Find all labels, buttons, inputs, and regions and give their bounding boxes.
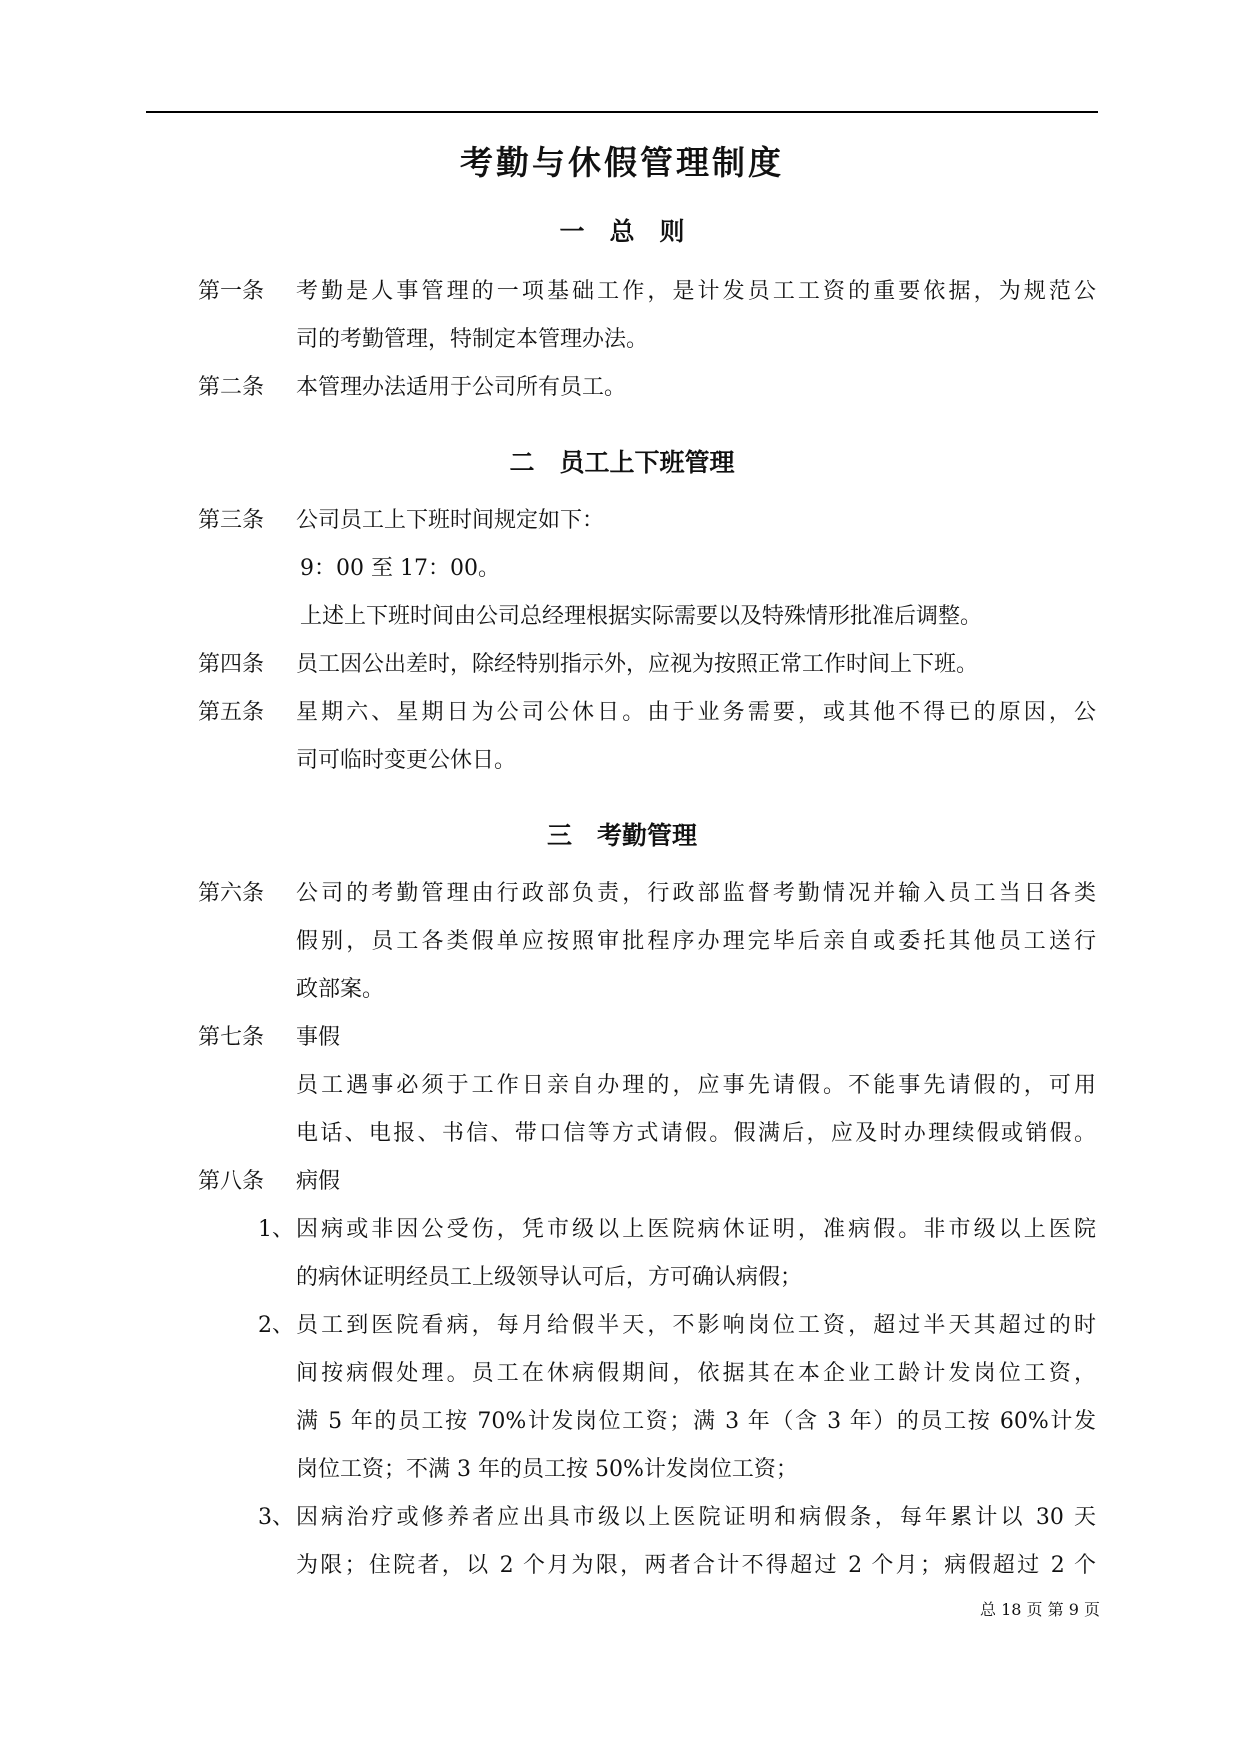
item-number-2: 2、 [258,1313,294,1338]
article-6-line-3: 政部案。 [296,977,385,1002]
item-number-3: 3、 [258,1505,294,1530]
item-2-line-3: 满 5 年的员工按 70%计发岗位工资；满 3 年（含 3 年）的员工按 60%计发 [296,1409,1096,1434]
article-7-line-1: 事假 [296,1025,341,1050]
article-4-line-1: 员工因公出差时，除经特别指示外，应视为按照正常工作时间上下班。 [296,652,979,677]
article-label-1: 第一条 [198,279,265,304]
item-3-line-1: 因病治疗或修养者应出具市级以上医院证明和病假条，每年累计以 30 天 [296,1505,1096,1530]
item-3-line-2: 为限；住院者，以 2 个月为限，两者合计不得超过 2 个月；病假超过 2 个 [296,1553,1096,1578]
article-6-line-2: 假别，员工各类假单应按照审批程序办理完毕后亲自或委托其他员工送行 [296,929,1096,954]
article-label-5: 第五条 [198,700,265,725]
article-7-line-3: 电话、电报、书信、带口信等方式请假。假满后，应及时办理续假或销假。 [296,1121,1096,1146]
article-1-line-2: 司的考勤管理，特制定本管理办法。 [296,327,649,352]
article-label-8: 第八条 [198,1169,265,1194]
article-label-4: 第四条 [198,652,265,677]
article-3-line-1: 公司员工上下班时间规定如下： [296,508,605,533]
article-label-6: 第六条 [198,881,265,906]
item-number-1: 1、 [258,1217,294,1242]
article-label-7: 第七条 [198,1025,265,1050]
item-1-line-2: 的病休证明经员工上级领导认可后，方可确认病假； [296,1265,803,1290]
header-rule [146,111,1098,113]
article-5-line-1: 星期六、星期日为公司公休日。由于业务需要，或其他不得已的原因，公 [296,700,1096,725]
article-7-line-2: 员工遇事必须于工作日亲自办理的，应事先请假。不能事先请假的，可用 [296,1073,1096,1098]
article-label-3: 第三条 [198,508,265,533]
section-title-attendance: 三 考勤管理 [546,821,697,850]
article-label-2: 第二条 [198,375,265,400]
article-3-line-2: 9：00 至 17：00。 [300,556,500,581]
section-title-work-hours: 二 员工上下班管理 [509,448,735,477]
article-6-line-1: 公司的考勤管理由行政部负责，行政部监督考勤情况并输入员工当日各类 [296,881,1096,906]
item-2-line-1: 员工到医院看病，每月给假半天，不影响岗位工资，超过半天其超过的时 [296,1313,1096,1338]
article-5-line-2: 司可临时变更公休日。 [296,748,517,773]
item-2-line-4: 岗位工资；不满 3 年的员工按 50%计发岗位工资； [296,1457,798,1482]
article-2-line-1: 本管理办法适用于公司所有员工。 [296,375,627,400]
item-2-line-2: 间按病假处理。员工在休病假期间，依据其在本企业工龄计发岗位工资， [296,1361,1096,1386]
item-1-line-1: 因病或非因公受伤，凭市级以上医院病休证明，准病假。非市级以上医院 [296,1217,1096,1242]
article-3-line-3: 上述上下班时间由公司总经理根据实际需要以及特殊情形批准后调整。 [300,604,983,629]
article-8-line-1: 病假 [296,1169,341,1194]
document-title: 考勤与休假管理制度 [460,143,784,182]
page-footer: 总 18 页 第 9 页 [980,1600,1100,1619]
article-1-line-1: 考勤是人事管理的一项基础工作，是计发员工工资的重要依据，为规范公 [296,279,1096,304]
section-title-general: 一 总 则 [559,217,685,246]
